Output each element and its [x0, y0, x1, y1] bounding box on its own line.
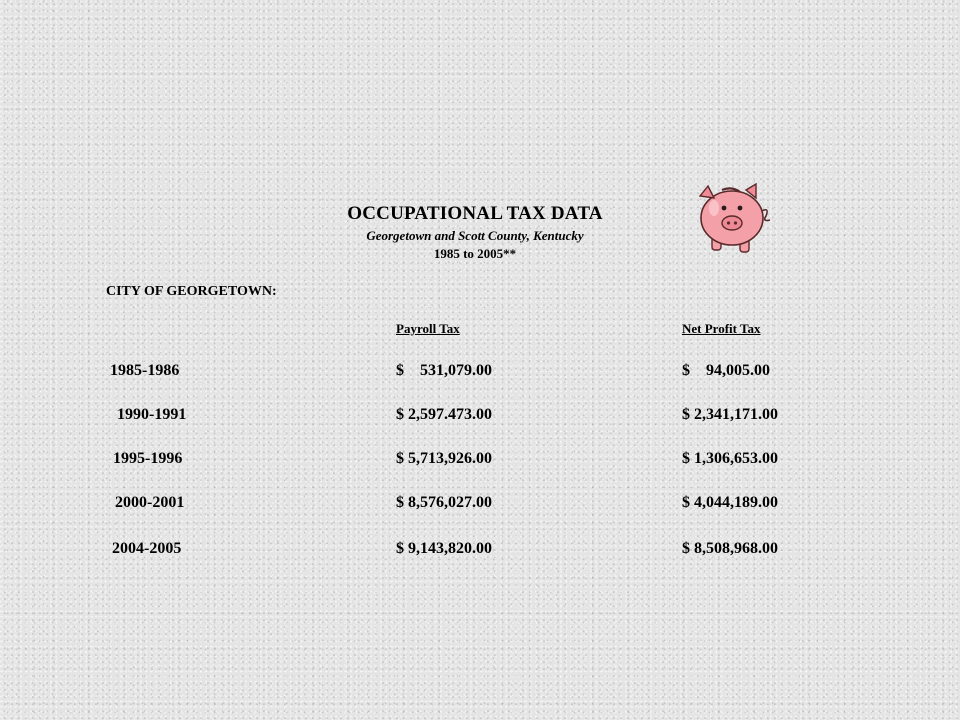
year-cell: 1995-1996 [113, 450, 183, 467]
date-range: 1985 to 2005** [433, 246, 517, 261]
net-profit-cell: $ 94,005.00 [682, 362, 770, 379]
net-profit-cell: $ 2,341,171.00 [682, 406, 778, 423]
payroll-cell: $ 531,079.00 [396, 362, 492, 379]
payroll-cell: $ 5,713,926.00 [396, 450, 492, 467]
net-profit-cell: $ 1,306,653.00 [682, 450, 778, 467]
net-profit-cell: $ 4,044,189.00 [682, 494, 778, 511]
column-header-net-profit-tax: Net Profit Tax [682, 321, 761, 336]
year-cell: 1990-1991 [117, 406, 187, 423]
table-row [0, 494, 960, 516]
payroll-cell: $ 8,576,027.00 [396, 494, 492, 511]
payroll-cell: $ 9,143,820.00 [396, 540, 492, 557]
net-profit-cell: $ 8,508,968.00 [682, 540, 778, 557]
piggy-bank-icon [690, 178, 776, 260]
table-row [0, 362, 960, 384]
table-row [0, 540, 960, 562]
table-row [0, 406, 960, 428]
page-title: OCCUPATIONAL TAX DATA [347, 203, 603, 224]
payroll-cell: $ 2,597.473.00 [396, 406, 492, 423]
year-cell: 1985-1986 [110, 362, 180, 379]
column-header-payroll-tax: Payroll Tax [396, 321, 460, 336]
year-cell: 2004-2005 [112, 540, 182, 557]
table-row [0, 450, 960, 472]
section-label: CITY OF GEORGETOWN: [106, 284, 277, 299]
page-subtitle: Georgetown and Scott County, Kentucky [366, 228, 584, 243]
year-cell: 2000-2001 [115, 494, 185, 511]
